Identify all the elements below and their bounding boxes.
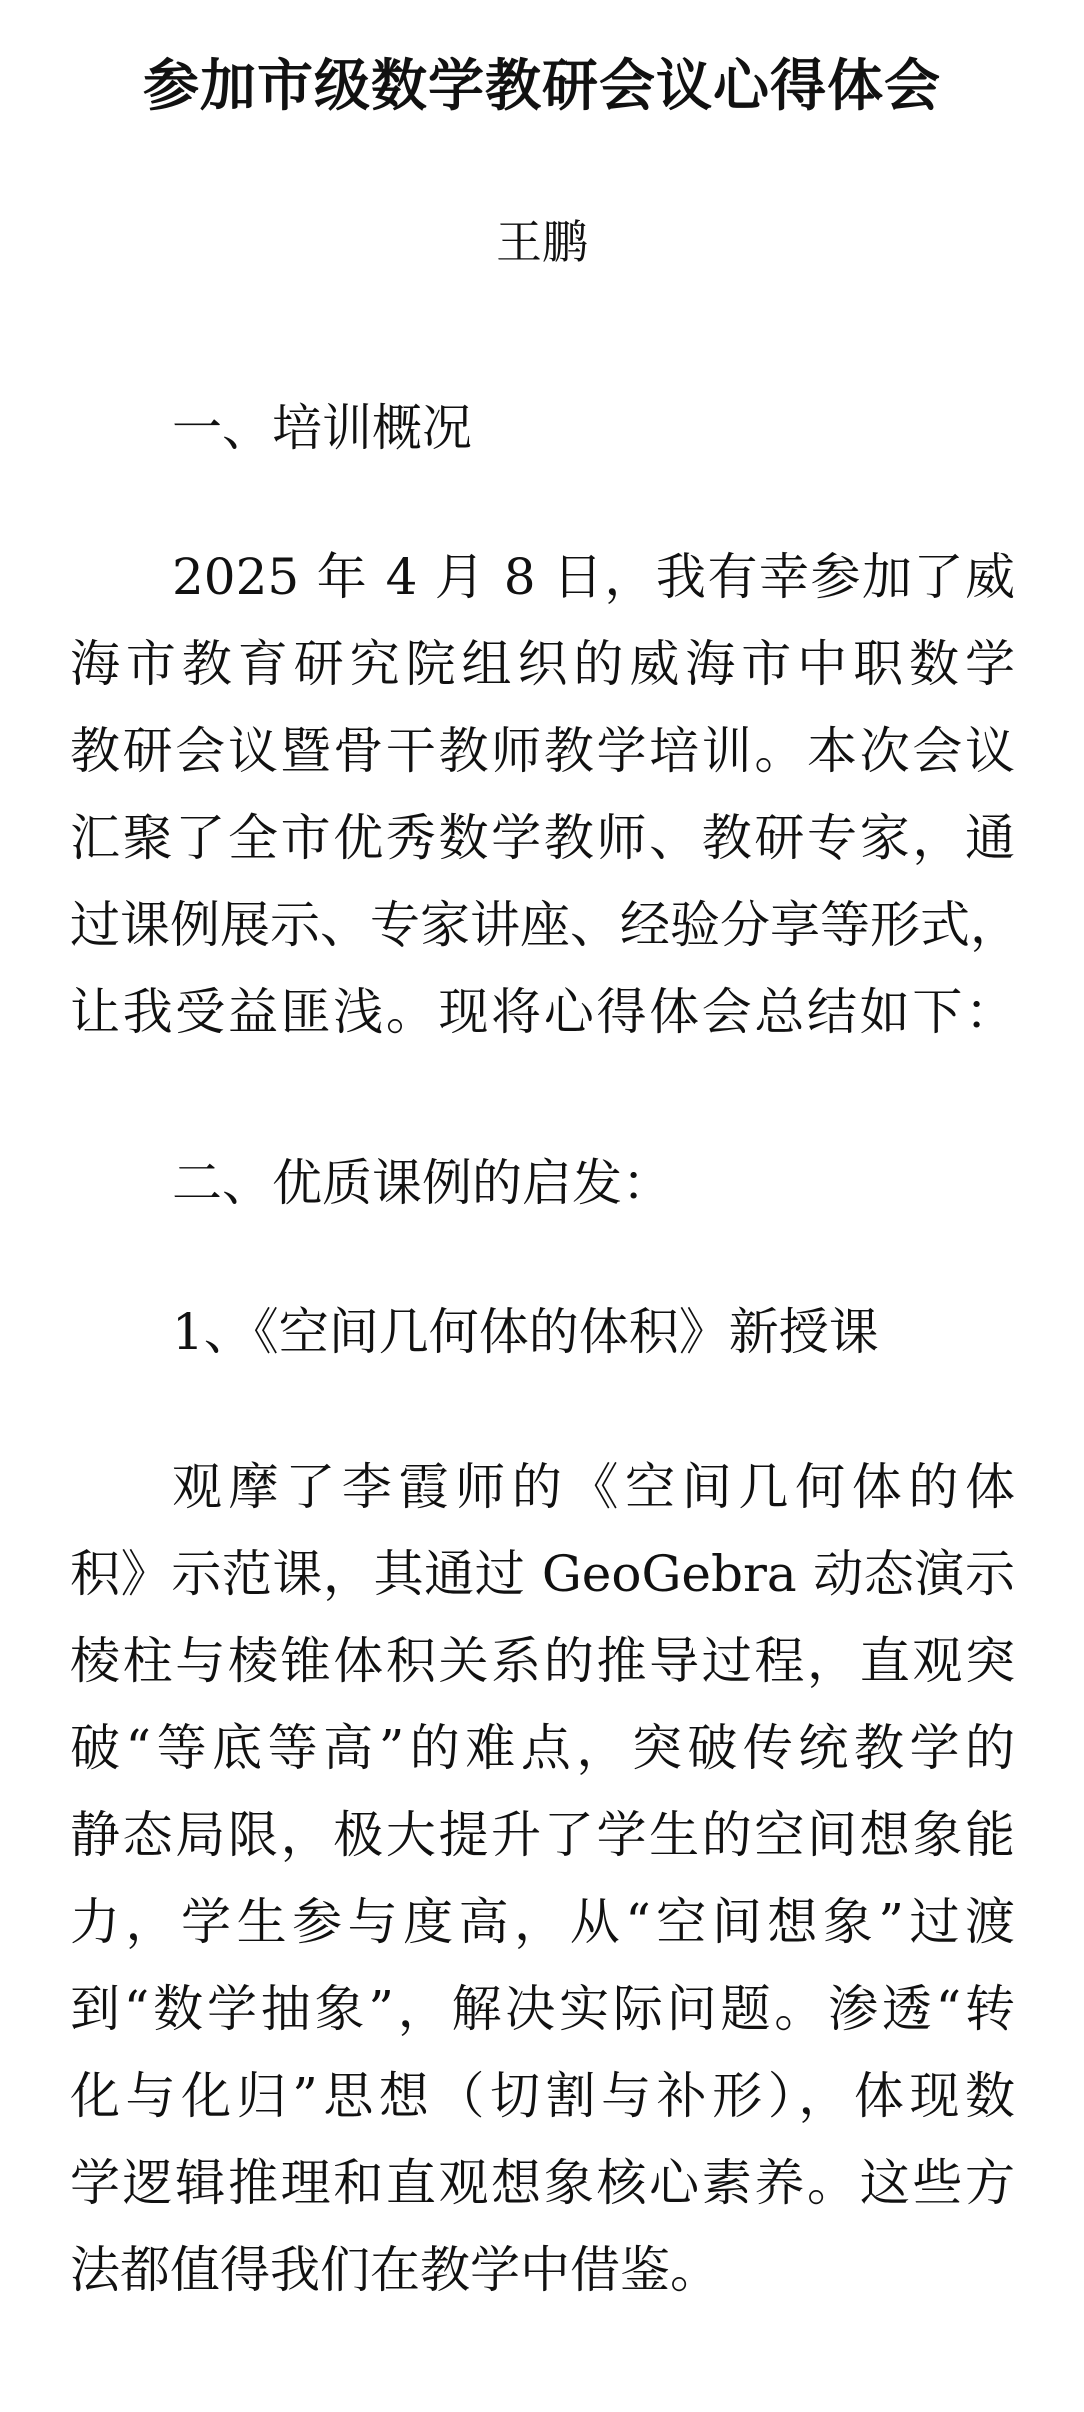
paragraph-line: 观摩了李霞师的《空间几何体的体 xyxy=(172,1458,1015,1516)
subheading-lesson-1: 1、《空间几何体的体积》新授课 xyxy=(172,1303,879,1361)
paragraph-line: 静态局限，极大提升了学生的空间想象能 xyxy=(70,1806,1015,1864)
paragraph-line: 汇聚了全市优秀数学教师、教研专家，通 xyxy=(70,809,1015,867)
paragraph-line: 2025 年 4 月 8 日，我有幸参加了威 xyxy=(172,548,1015,606)
paragraph-line: 过课例展示、专家讲座、经验分享等形式， xyxy=(70,896,1020,954)
section-heading-overview: 一、培训概况 xyxy=(172,399,472,457)
paragraph-line: 破“等底等高”的难点，突破传统教学的 xyxy=(70,1719,1015,1777)
paragraph-line: 让我受益匪浅。现将心得体会总结如下： xyxy=(70,983,1015,1041)
paragraph-line: 海市教育研究院组织的威海市中职数学 xyxy=(70,635,1015,693)
paragraph-line: 化与化归”思想（切割与补形），体现数 xyxy=(70,2067,1015,2125)
paragraph-line: 到“数学抽象”，解决实际问题。渗透“转 xyxy=(70,1980,1015,2038)
document-author: 王鹏 xyxy=(496,215,588,269)
paragraph-line: 学逻辑推理和直观想象核心素养。这些方 xyxy=(70,2154,1015,2212)
paragraph-line: 力，学生参与度高，从“空间想象”过渡 xyxy=(70,1893,1015,1951)
paragraph-line: 棱柱与棱锥体积关系的推导过程，直观突 xyxy=(70,1632,1015,1690)
document-title: 参加市级数学教研会议心得体会 xyxy=(143,53,941,119)
section-heading-lesson-insights: 二、优质课例的启发： xyxy=(172,1154,672,1212)
paragraph-line: 教研会议暨骨干教师教学培训。本次会议 xyxy=(70,722,1015,780)
paragraph-line: 法都值得我们在教学中借鉴。 xyxy=(70,2241,720,2299)
paragraph-line: 积》示范课，其通过 GeoGebra 动态演示 xyxy=(70,1545,1015,1603)
